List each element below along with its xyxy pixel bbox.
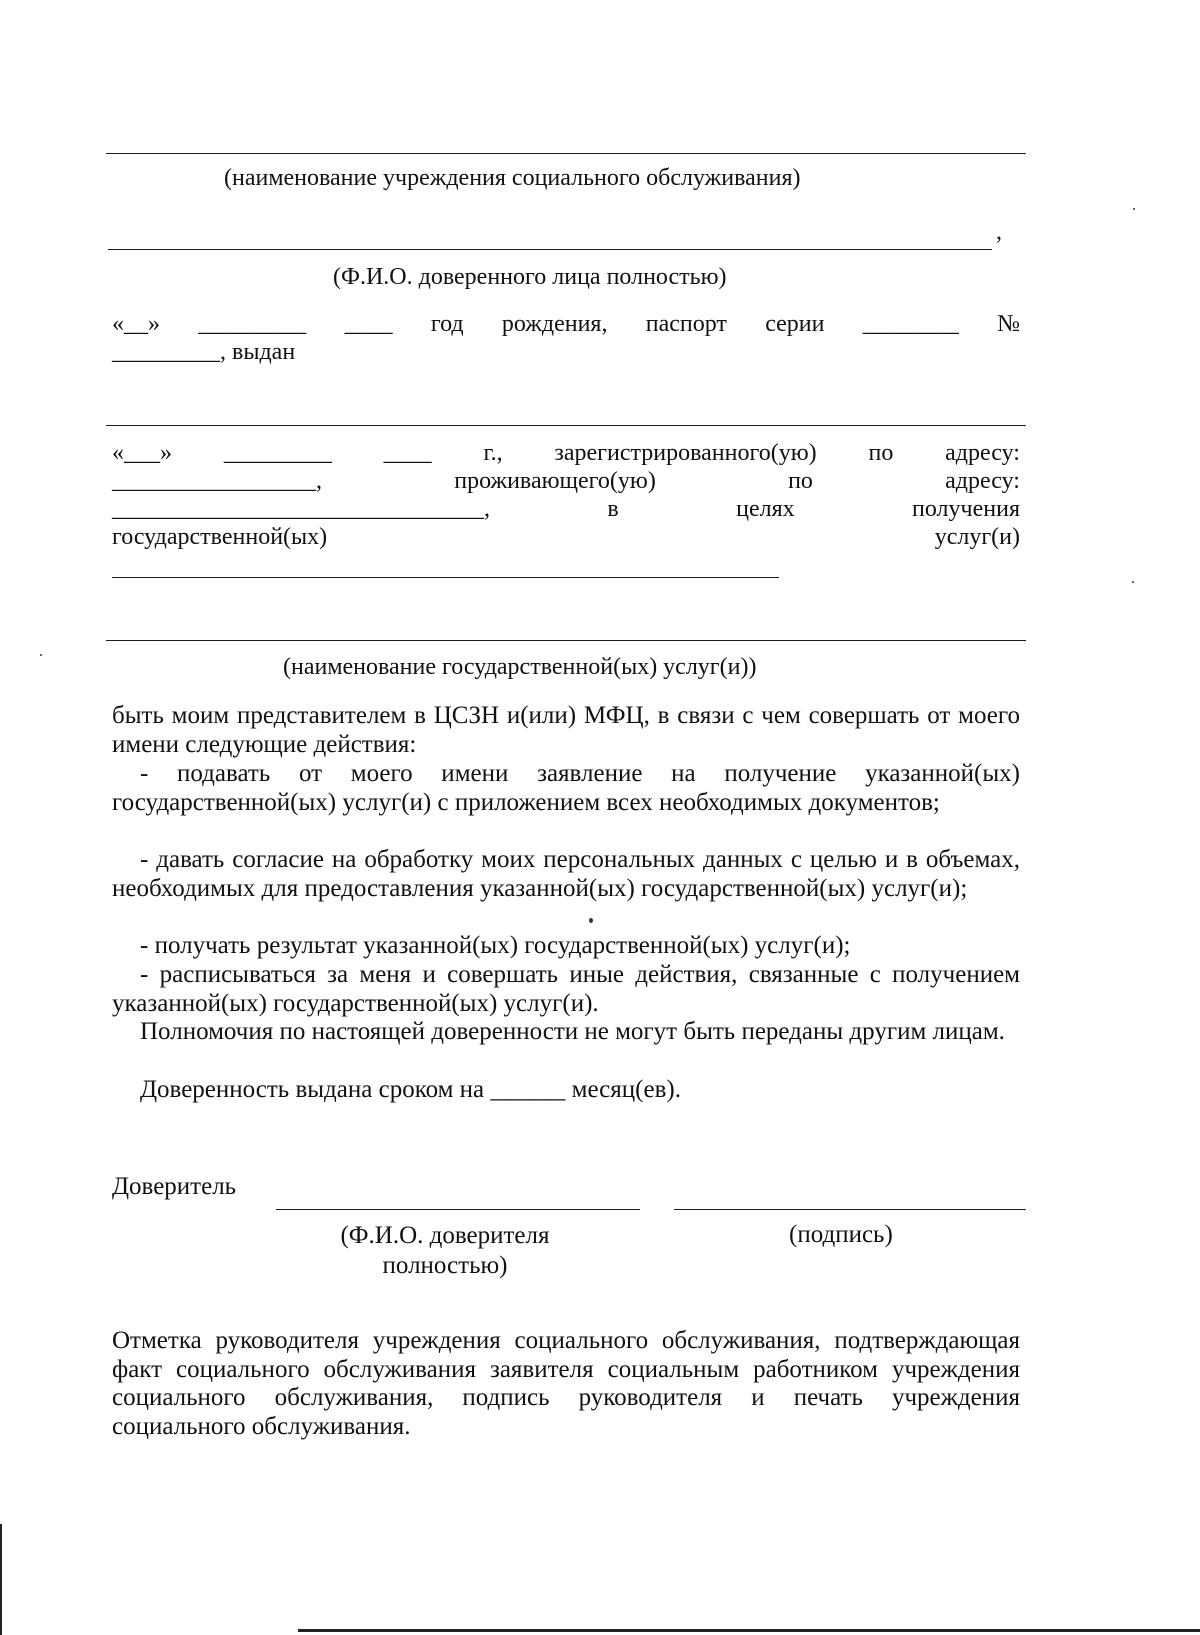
text-polucheniya: получения — [912, 496, 1020, 522]
action-personal-data-consent: - давать согласие на обработку моих персональных данных с целью и в объемах, необходимых для предоставления указанной(ых) государственной(ых) услуг(и); — [112, 846, 1020, 902]
passport-series-blank: ________ — [862, 311, 959, 337]
institution-name-line — [106, 153, 1026, 154]
residence-address-blank: _______________________________, — [112, 496, 490, 522]
validity-term: Доверенность выдана сроком на ______ месяц(ев). — [140, 1076, 681, 1103]
text-registered: зарегистрированного(ую) — [554, 440, 817, 466]
birth-day-blank: «__» — [112, 311, 160, 337]
service-name-line-2 — [106, 640, 1026, 641]
proxy-name-caption: (Ф.И.О. доверенного лица полностью) — [333, 264, 727, 290]
issued-by-line — [106, 425, 1026, 426]
text-address-2: адресу: — [945, 468, 1020, 494]
scan-speck — [1132, 581, 1134, 583]
text-g: г., — [483, 440, 503, 466]
scan-bottom-edge — [298, 1629, 1200, 1632]
scan-speck — [40, 654, 42, 656]
issue-date-row — [112, 439, 1020, 467]
text-serii: серии — [765, 311, 825, 337]
text-address: адресу: — [945, 440, 1020, 466]
text-residing: проживающего(ую) — [454, 468, 656, 494]
birth-passport-row — [112, 310, 1020, 338]
text-god: год — [430, 311, 464, 337]
issue-month-blank: _________ — [223, 440, 332, 466]
text-tselyah: целях — [736, 496, 795, 522]
text-rozhdeniya: рождения, — [501, 311, 608, 337]
issue-day-blank: «___» — [112, 440, 172, 466]
purpose-row — [112, 495, 1020, 523]
issue-year-blank: ____ — [383, 440, 432, 466]
purpose-row-2 — [112, 523, 1020, 551]
service-name-line-1 — [112, 577, 779, 578]
principal-label: Доверитель — [112, 1173, 237, 1200]
action-submit-application: - подавать от моего имени заявление на получение указанной(ых) государственной(ых) услуг(и) с приложением всех необходимых документов; — [112, 760, 1020, 816]
scan-speck — [589, 918, 593, 923]
text-services: услуг(и) — [934, 524, 1020, 550]
name-line-comma: , — [996, 219, 1002, 245]
text-state: государственной(ых) — [112, 524, 328, 550]
birth-year-blank: ____ — [344, 311, 393, 337]
registration-address-blank: _________________, — [112, 468, 322, 494]
passport-issued-line: _________, выдан — [112, 339, 296, 365]
no-transfer-clause: Полномочия по настоящей доверенности не могут быть переданы другим лицам. — [140, 1018, 1005, 1045]
action-sign-on-behalf: - расписываться за меня и совершать иные действия, связанные с получением указанной(ых) государственной(ых) услуг(и). — [112, 961, 1020, 1017]
text-v: в — [607, 496, 619, 522]
number-sign: № — [997, 311, 1020, 337]
text-pasport: паспорт — [645, 311, 727, 337]
text-po-2: по — [788, 468, 813, 494]
text-po: по — [868, 440, 894, 466]
action-receive-result: - получать результат указанной(ых) государственной(ых) услуг(и); — [140, 932, 851, 959]
scan-speck — [1133, 208, 1135, 210]
service-caption: (наименование государственной(ых) услуг(и)) — [283, 654, 757, 680]
signature-caption: (подпись) — [789, 1221, 893, 1248]
representation-intro: быть моим представителем в ЦСЗН и(или) МФЦ, в связи с чем совершать от моего имени следующие действия: — [112, 702, 1020, 758]
principal-name-caption: (Ф.И.О. доверителя полностью) — [340, 1222, 550, 1279]
principal-name-line — [276, 1209, 640, 1210]
birth-month-blank: _________ — [198, 311, 307, 337]
residence-row — [112, 467, 1020, 495]
scan-left-edge — [0, 1524, 2, 1635]
principal-signature-line — [674, 1209, 1026, 1210]
institution-head-note: Отметка руководителя учреждения социального обслуживания, подтверждающая факт социального обслуживания заявителя социальным работником учреждения социального обслуживания, подпись руководителя и печать учреждения социального обслуживания. — [112, 1327, 1020, 1440]
institution-caption: (наименование учреждения социального обслуживания) — [224, 165, 801, 191]
proxy-name-line — [108, 249, 992, 250]
